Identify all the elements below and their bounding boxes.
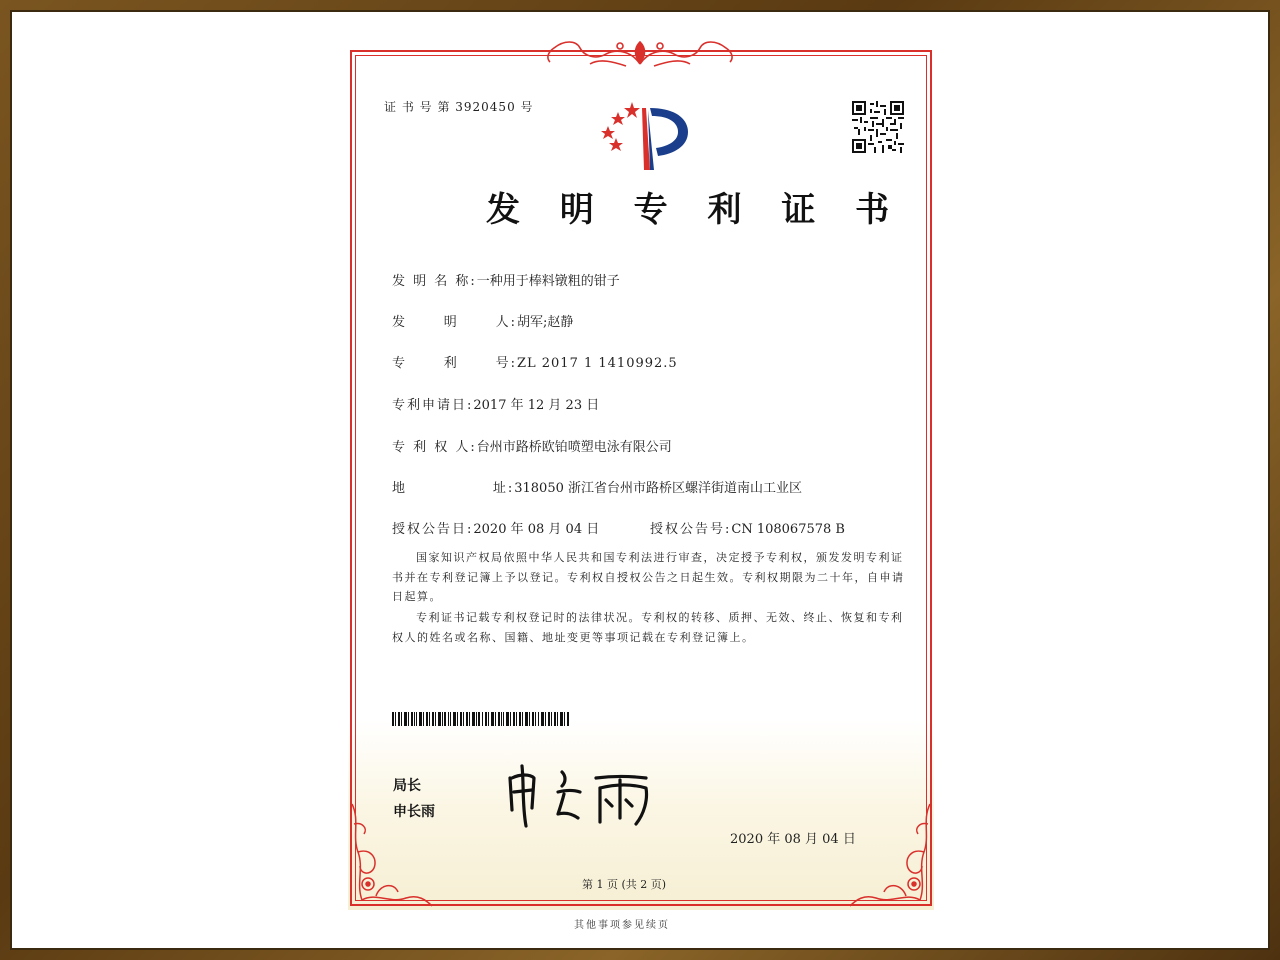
signatory-title: 局长 [393, 778, 421, 794]
address-label: 地 址: [392, 481, 515, 496]
barcode-icon [392, 712, 570, 726]
invention-name-value: 一种用于棒料镦粗的钳子 [476, 274, 620, 289]
certificate-number: 证 书 号 第 3920450 号 [384, 100, 534, 114]
grant-number-value: CN 108067578 B [731, 522, 845, 537]
top-ornament-icon [540, 34, 740, 70]
grant-statement-paragraph: 国家知识产权局依照中华人民共和国专利法进行审查，决定授予专利权，颁发发明专利证书并在专利登记簿上予以登记。专利权自授权公告之日起生效。专利权期限为二十年，自申请日起算。 [392, 551, 905, 603]
certificate-title: 发 明 专 利 证 书 [486, 190, 904, 230]
page-number: 第 1 页 (共 2 页) [582, 878, 667, 891]
footer-note: 其他事项参见续页 [574, 920, 670, 931]
invention-name-label: 发 明 名 称: [392, 274, 477, 289]
grant-date-label: 授权公告日: [392, 522, 474, 537]
inventor-value: 胡军;赵静 [516, 315, 574, 330]
patent-number-value: ZL 2017 1 1410992.5 [516, 356, 678, 371]
grant-date-row [392, 518, 599, 537]
patent-number-row [392, 352, 678, 371]
application-date-label: 专利申请日: [392, 398, 474, 413]
legal-status-paragraph: 专利证书记载专利权登记时的法律状况。专利权的转移、质押、无效、终止、恢复和专利权人的姓名或名称、国籍、地址变更等事项记载在专利登记簿上。 [392, 611, 904, 644]
address-row [392, 477, 802, 496]
handwritten-signature [500, 760, 660, 832]
address-value: 318050 浙江省台州市路桥区螺洋街道南山工业区 [514, 481, 802, 496]
signatory-name: 申长雨 [393, 804, 435, 820]
qr-code-icon [852, 101, 904, 153]
china-ipa-emblem-icon [592, 100, 692, 172]
patentee-row [392, 436, 672, 455]
grant-number-label: 授权公告号: [650, 522, 732, 537]
grant-number-row [650, 518, 845, 537]
issue-date: 2020 年 08 月 04 日 [730, 832, 856, 847]
grant-date-value: 2020 年 08 月 04 日 [473, 522, 600, 537]
inventor-label: 发 明 人: [392, 315, 517, 330]
patentee-label: 专 利 权 人: [392, 440, 477, 455]
patentee-value: 台州市路桥欧铂喷塑电泳有限公司 [476, 440, 672, 455]
invention-name-row [392, 270, 620, 289]
inventor-row [392, 311, 573, 330]
bottom-right-ornament-icon [846, 800, 936, 910]
application-date-value: 2017 年 12 月 23 日 [473, 398, 600, 413]
patent-number-label: 专 利 号: [392, 356, 517, 371]
application-date-row [392, 394, 599, 413]
